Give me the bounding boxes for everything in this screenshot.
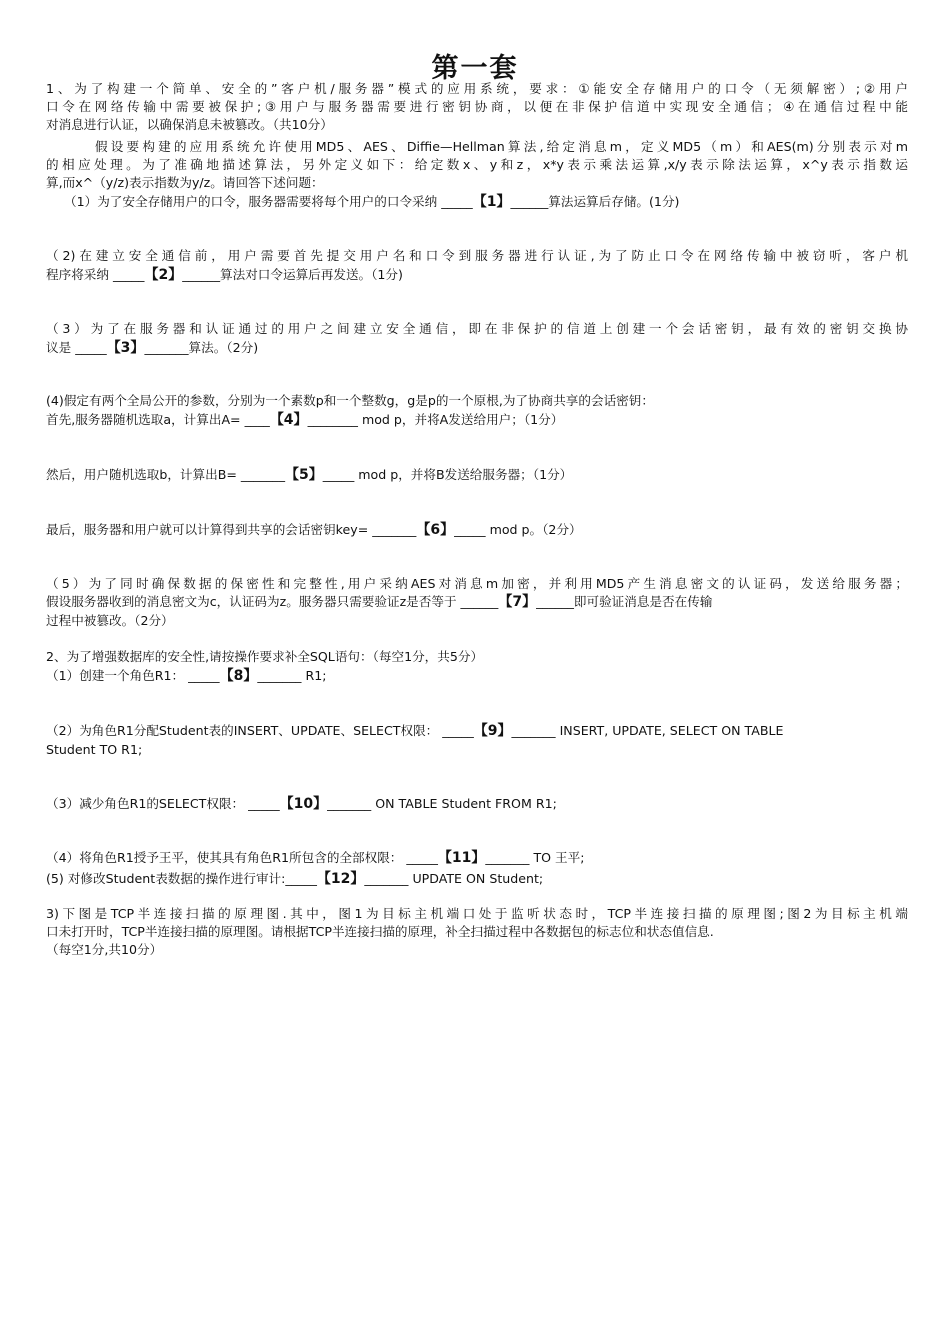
q1-sub-5 — [46, 466, 908, 484]
q3-line-1: 3)下图是TCP半连接扫描的原理图.其中，图1为目标主机端口处于监听状态时，TCP半连接扫描的原理图;图2为目标主机端 — [46, 906, 908, 921]
q1-intro-line-3: 对消息进行认证，以确保消息未被篡改。（共10分） — [46, 117, 333, 132]
q2-sub-8 — [46, 667, 908, 685]
q1-sub-4 — [46, 411, 908, 429]
q1-intro-line-6: 算,而x^（y/z)表示指数为y/z。请回答下述问题： — [46, 175, 324, 190]
q1-sub-3-tail: _______算法。（2分) — [144, 340, 259, 355]
q1-sub-1-tail: ______算法运算后存储。(1分) — [510, 194, 680, 209]
q3-line-2: 口未打开时，TCP半连接扫描的原理图。请根据TCP半连接扫描的原理，补全扫描过程中各数据包的标志位和状态值信息. — [46, 924, 714, 939]
q1-intro-line-2: 口令在网络传输中需要被保护;③用户与服务器需要进行密钥协商，以便在非保护信道中实现安全通信；④在通信过程中能 — [46, 99, 908, 114]
q2-sub-10-text: （3）减少角色R1的SELECT权限： _____ — [46, 796, 280, 811]
q2-sub-9 — [46, 722, 908, 740]
q1-sub-1 — [64, 193, 908, 211]
q2-sub-8-tail: _______ R1; — [257, 668, 327, 683]
blank-4-marker: 【4】 — [269, 412, 308, 428]
q1-sub-6-tail: _____ mod p。（2分） — [454, 522, 582, 537]
q1-sub-3-line-1: （3）为了在服务器和认证通过的用户之间建立安全通信，即在非保护的信道上创建一个会话密钥，最有效的密钥交换协 — [46, 321, 908, 336]
q2-sub-12-tail: _______ UPDATE ON Student; — [364, 871, 544, 886]
q1-sub-2-line-1: （2)在建立安全通信前，用户需要首先提交用户名和口令到服务器进行认证,为了防止口令在网络传输中被窃听，客户机 — [46, 248, 908, 263]
blank-3-marker: 【3】 — [106, 340, 145, 356]
blank-8-marker: 【8】 — [219, 668, 258, 684]
q1-sub-5-tail: _____ mod p，并将B发送给服务器；（1分） — [322, 467, 573, 482]
blank-9-marker: 【9】 — [473, 723, 512, 739]
q1-sub-4-text: 首先,服务器随机选取a，计算出A= ____ — [46, 412, 270, 427]
q1-sub-7 — [46, 593, 908, 611]
q1-intro-line-4: 假设要构建的应用系统允许使用MD5、AES、Diffie—Hellman算法,给定消息m，定义MD5（m）和AES(m)分别表示对m — [95, 139, 908, 154]
q2-sub-11 — [46, 849, 908, 867]
q2-sub-11-tail: _______ TO 王平; — [485, 850, 585, 865]
q1-sub-3 — [46, 339, 908, 357]
q1-sub-7-text: 假设服务器收到的消息密文为c，认证码为z。服务器只需要验证z是否等于 ______ — [46, 594, 499, 609]
q1-intro-line-5: 的相应处理。为了准确地描述算法，另外定义如下：给定数x、y和z，x*y表示乘法运算,x/y表示除法运算，x^y表示指数运 — [46, 157, 908, 172]
q3-line-3: （每空1分,共10分） — [46, 942, 163, 957]
blank-7-marker: 【7】 — [498, 594, 537, 610]
q2-sub-10 — [46, 795, 908, 813]
q1-sub-6 — [46, 521, 908, 539]
q1-sub-2-tail: ______算法对口令运算后再发送。（1分) — [182, 267, 403, 282]
q2-sub-9-text: （2）为角色R1分配Student表的INSERT、UPDATE、SELECT权限： _____ — [46, 723, 474, 738]
q1-sub-7-tail: ______即可验证消息是否在传输 — [536, 594, 713, 609]
blank-1-marker: 【1】 — [472, 194, 511, 210]
q1-sub-3-text: 议是 _____ — [46, 340, 107, 355]
q2-sub-9-tail: _______ INSERT, UPDATE, SELECT ON TABLE — [511, 723, 784, 738]
q2-sub-8-text: （1）创建一个角色R1： _____ — [46, 668, 220, 683]
q1-sub-2-text: 程序将采纳 _____ — [46, 267, 145, 282]
q1-sub-4-tail: ________ mod p，并将A发送给用户；（1分） — [307, 412, 564, 427]
q2-sub-12 — [46, 870, 908, 888]
q2-sub-11-text: （4）将角色R1授予王平，使其具有角色R1所包含的全部权限： _____ — [46, 850, 438, 865]
page-title: 第一套 — [431, 53, 519, 84]
q1-sub-4-line-1: (4)假定有两个全局公开的参数，分别为一个素数p和一个整数g，g是p的一个原根,为了协商共享的会话密钥： — [46, 393, 654, 408]
blank-2-marker: 【2】 — [144, 267, 183, 283]
q1-sub-1-text: （1）为了安全存储用户的口令，服务器需要将每个用户的口令采纳 _____ — [64, 194, 473, 209]
q1-intro-line-1: 1、为了构建一个简单、安全的”客户机/服务器”模式的应用系统，要求：①能安全存储用户的口令（无须解密）;②用户 — [46, 81, 908, 96]
q1-sub-7-line-3: 过程中被篡改。（2分） — [46, 613, 174, 628]
blank-5-marker: 【5】 — [285, 467, 323, 483]
q2-sub-12-text: (5) 对修改Student表数据的操作进行审计:_____ — [46, 871, 317, 886]
q1-sub-6-text: 最后，服务器和用户就可以计算得到共享的会话密钥key= _______ — [46, 522, 417, 537]
q2-sub-9-line-2: Student TO R1; — [46, 742, 143, 757]
blank-11-marker: 【11】 — [437, 850, 486, 866]
blank-12-marker: 【12】 — [316, 871, 365, 887]
q1-sub-7-line-1: （5）为了同时确保数据的保密性和完整性,用户采纳AES对消息m加密，并利用MD5产生消息密文的认证码，发送给服务器； — [46, 576, 908, 591]
blank-6-marker: 【6】 — [416, 522, 455, 538]
blank-10-marker: 【10】 — [279, 796, 328, 812]
q1-sub-5-text: 然后，用户随机选取b，计算出B= _______ — [46, 467, 285, 482]
q2-sub-10-tail: _______ ON TABLE Student FROM R1; — [327, 796, 557, 811]
q1-sub-2 — [46, 266, 908, 284]
q2-intro: 2、为了增强数据库的安全性,请按操作要求补全SQL语句：（每空1分，共5分） — [46, 649, 484, 664]
